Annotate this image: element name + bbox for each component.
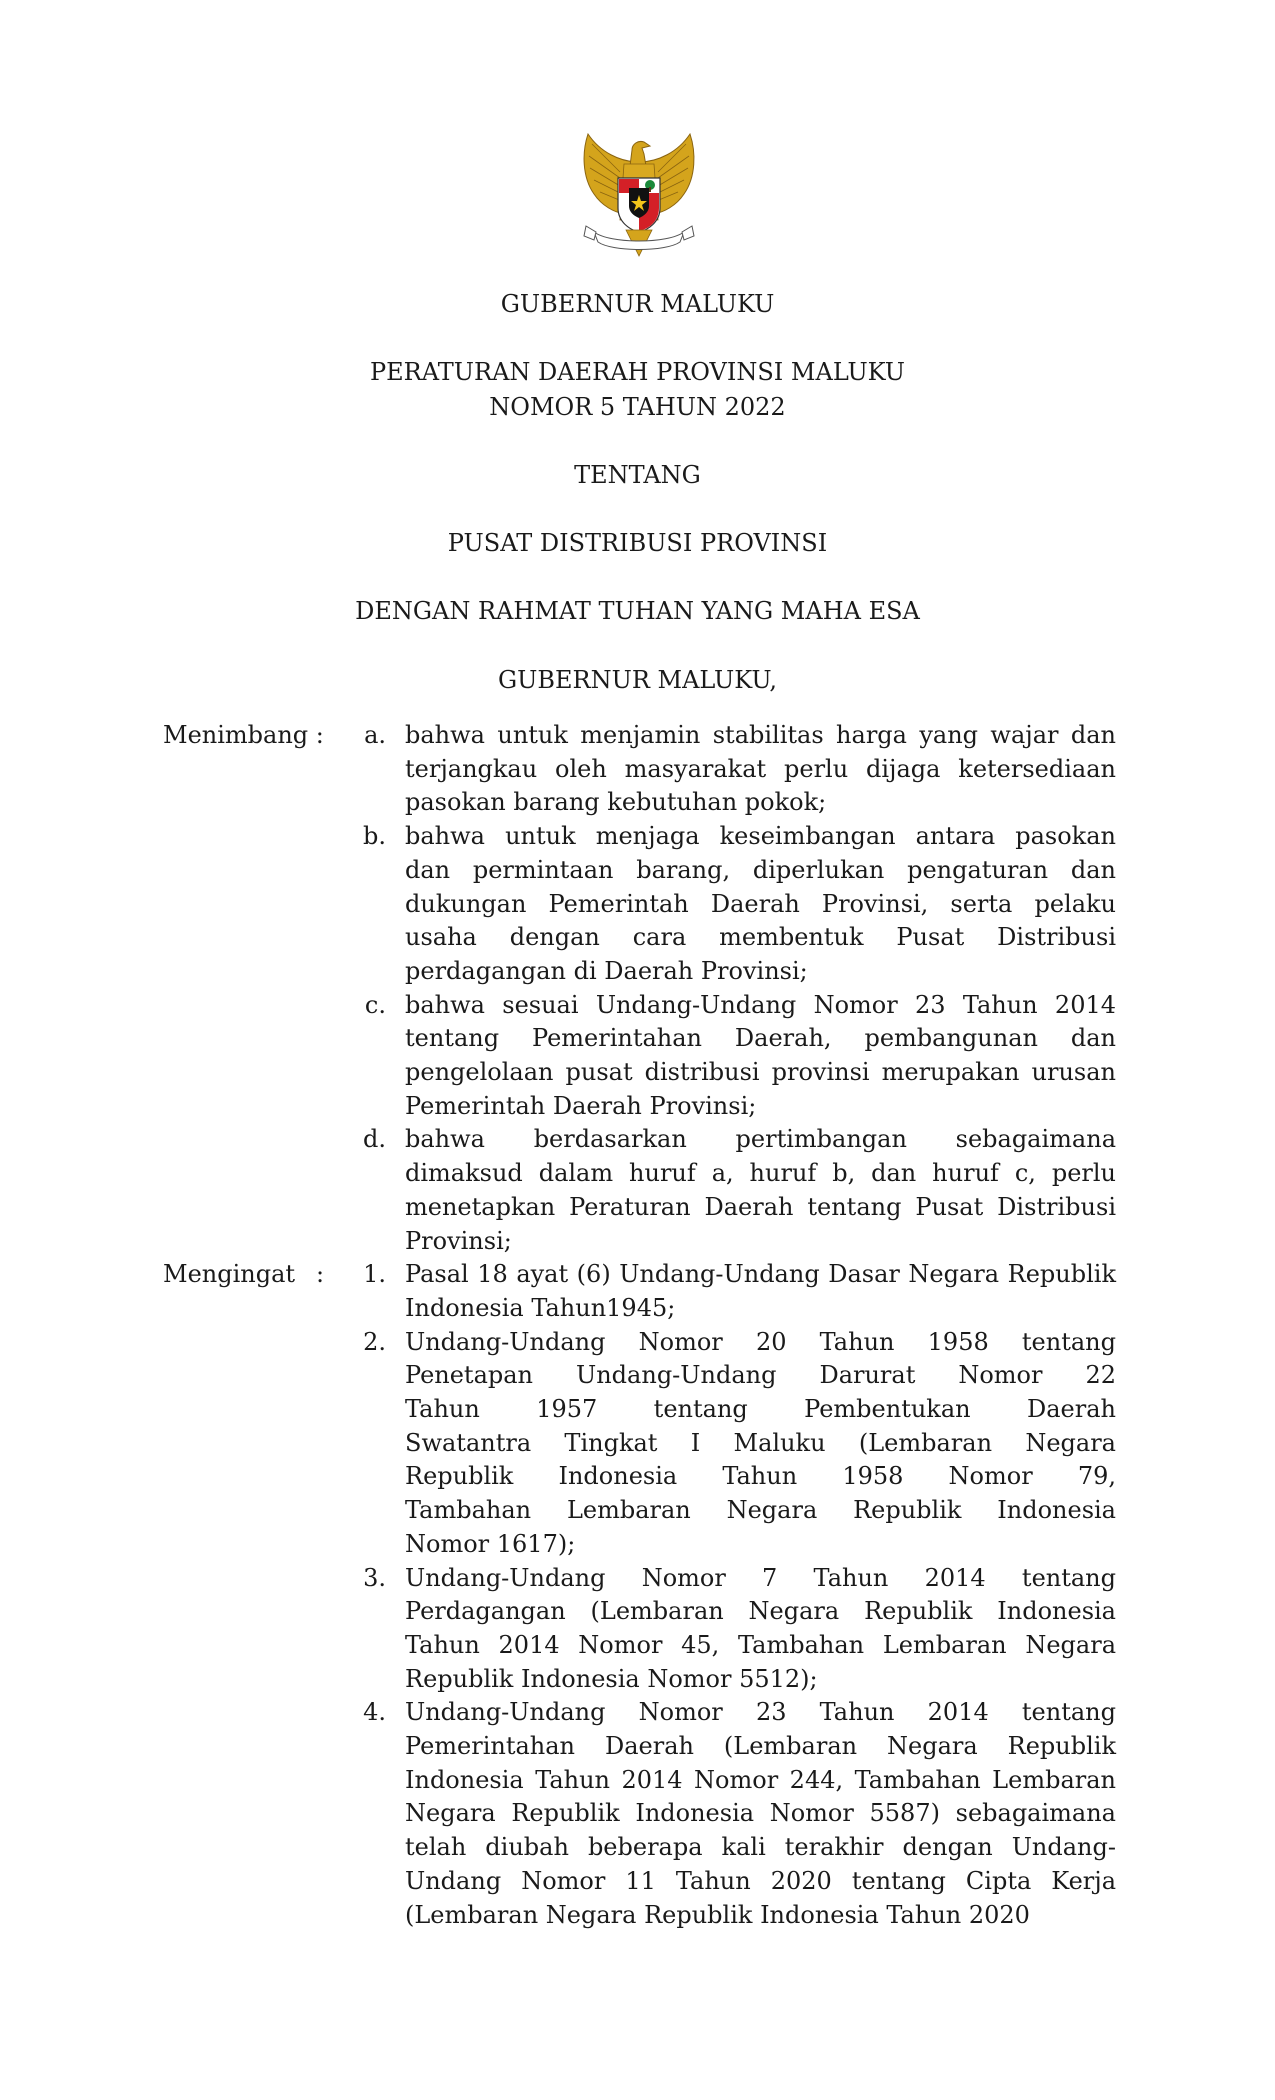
text-line: Undang Nomor 11 Tahun 2020 tentang Cipta Kerja [405, 1866, 1116, 1895]
text-line: Tahun 2014 Nomor 45, Tambahan Lembaran Negara [405, 1630, 1116, 1659]
text-line: perdagangan di Daerah Provinsi; [405, 956, 808, 985]
regulation-title: PERATURAN DAERAH PROVINSI MALUKU [370, 358, 905, 386]
list-marker: 3. [363, 1563, 386, 1592]
issuer-closing: GUBERNUR MALUKU, [497, 666, 778, 694]
about-heading: TENTANG [574, 461, 701, 489]
list-marker: 1. [363, 1260, 386, 1289]
text-line: Pemerintahan Daerah (Lembaran Negara Republik [405, 1732, 1116, 1760]
text-line: bahwa untuk menjamin stabilitas harga yang wajar dan [405, 721, 1116, 749]
text-line: Negara Republik Indonesia Nomor 5587) sebagaimana [405, 1799, 1116, 1828]
text-line: tentang Pemerintahan Daerah, pembangunan dan [405, 1024, 1116, 1053]
mengingat-colon: : [316, 1260, 325, 1288]
text-line: pasokan barang kebutuhan pokok; [405, 788, 827, 817]
text-line: Undang-Undang Nomor 20 Tahun 1958 tentang [405, 1327, 1116, 1356]
text-line: Undang-Undang Nomor 23 Tahun 2014 tentang [405, 1698, 1116, 1727]
text-line: usaha dengan cara membentuk Pusat Distribusi [405, 923, 1116, 952]
preamble: DENGAN RAHMAT TUHAN YANG MAHA ESA [355, 597, 920, 625]
text-line: pengelolaan pusat distribusi provinsi merupakan urusan [405, 1058, 1116, 1086]
text-line: (Lembaran Negara Republik Indonesia Tahun 2020 [405, 1900, 1030, 1929]
regulation-number: NOMOR 5 TAHUN 2022 [489, 393, 786, 421]
text-line: dan permintaan barang, diperlukan pengaturan dan [405, 855, 1116, 884]
text-line: Indonesia Tahun 2014 Nomor 244, Tambahan Lembaran [405, 1765, 1116, 1794]
text-line: Penetapan Undang-Undang Darurat Nomor 22 [405, 1361, 1116, 1390]
list-marker: 2. [363, 1327, 386, 1356]
text-line: Perdagangan (Lembaran Negara Republik Indonesia [405, 1597, 1116, 1626]
text-line: Nomor 1617); [405, 1529, 576, 1558]
text-line: bahwa untuk menjaga keseimbangan antara pasokan [405, 822, 1116, 851]
garuda-emblem-icon [580, 132, 698, 264]
text-line: bahwa sesuai Undang-Undang Nomor 23 Tahun 2014 [405, 990, 1116, 1019]
text-line: Indonesia Tahun1945; [405, 1293, 676, 1322]
list-marker: c. [364, 990, 386, 1019]
text-line: Swatantra Tingkat I Maluku (Lembaran Negara [405, 1428, 1116, 1457]
text-line: terjangkau oleh masyarakat perlu dijaga ketersediaan [405, 754, 1116, 783]
list-marker: a. [364, 721, 386, 749]
text-line: Undang-Undang Nomor 7 Tahun 2014 tentang [405, 1563, 1116, 1592]
text-line: menetapkan Peraturan Daerah tentang Pusat Distribusi [405, 1192, 1116, 1221]
text-line: dukungan Pemerintah Daerah Provinsi, serta pelaku [405, 889, 1116, 918]
text-line: Republik Indonesia Tahun 1958 Nomor 79, [405, 1462, 1116, 1491]
text-line: bahwa berdasarkan pertimbangan sebagaimana [405, 1125, 1116, 1154]
menimbang-label: Menimbang : [163, 721, 324, 749]
text-line: Tambahan Lembaran Negara Republik Indonesia [405, 1496, 1116, 1525]
text-line: telah diubah beberapa kali terakhir dengan Undang- [405, 1833, 1116, 1862]
text-line: dimaksud dalam huruf a, huruf b, dan huruf c, perlu [405, 1159, 1116, 1188]
regulation-subject: PUSAT DISTRIBUSI PROVINSI [447, 529, 828, 557]
issuer-heading: GUBERNUR MALUKU [500, 290, 775, 318]
list-marker: 4. [363, 1698, 386, 1727]
list-marker: d. [363, 1125, 386, 1154]
text-line: Republik Indonesia Nomor 5512); [405, 1664, 818, 1693]
text-line: Pasal 18 ayat (6) Undang-Undang Dasar Negara Republik [405, 1260, 1116, 1289]
text-line: Provinsi; [405, 1226, 512, 1255]
list-marker: b. [363, 822, 386, 851]
text-line: Tahun 1957 tentang Pembentukan Daerah [405, 1395, 1116, 1423]
mengingat-label: Mengingat [163, 1260, 296, 1288]
text-line: Pemerintah Daerah Provinsi; [405, 1091, 757, 1120]
